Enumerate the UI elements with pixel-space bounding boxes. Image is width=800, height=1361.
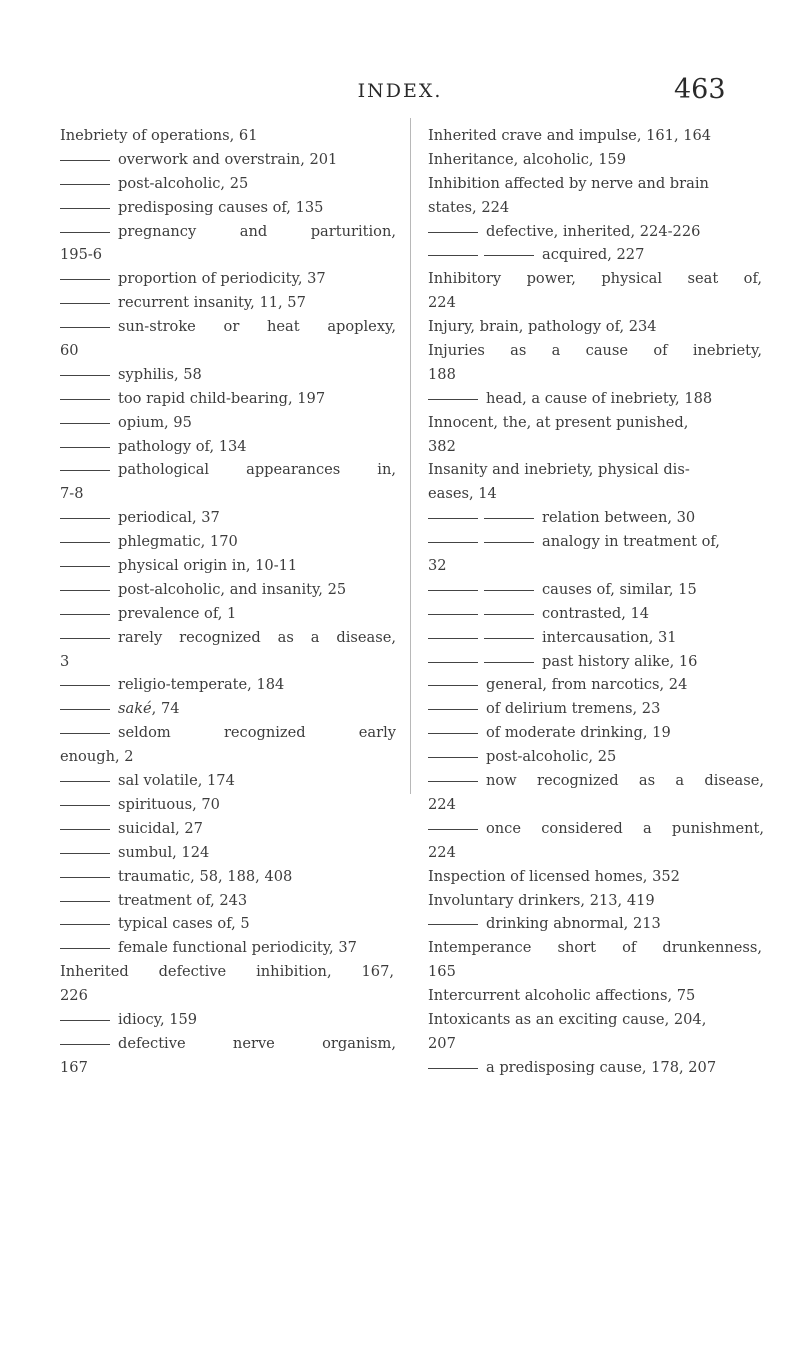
index-continuation (60, 1056, 396, 1080)
index-text: 224 (428, 294, 456, 312)
index-text: 7-8 (60, 485, 84, 503)
ditto-dash (60, 781, 110, 782)
index-text: post-alcoholic, 25 (486, 748, 617, 766)
index-subentry (428, 530, 762, 554)
index-subentry (428, 220, 762, 244)
ditto-dash (60, 160, 110, 161)
ditto-dash (428, 255, 478, 256)
index-continuation (428, 291, 762, 315)
index-subentry (60, 196, 396, 220)
index-text: defective, inherited, 224-226 (486, 222, 701, 240)
index-continuation (60, 745, 396, 769)
page-title: INDEX. (357, 80, 443, 102)
index-text: Injuries as a cause of inebriety, (428, 342, 762, 360)
index-text: sal volatile, 174 (118, 772, 235, 790)
index-text: sun-stroke or heat apoplexy, (118, 318, 396, 336)
index-subentry (428, 243, 762, 267)
index-entry (428, 148, 762, 172)
index-continuation (428, 363, 762, 387)
index-text: 32 (428, 557, 447, 575)
ditto-dash (60, 948, 110, 949)
index-text: Intercurrent alcoholic affections, 75 (428, 987, 696, 1005)
index-text: Inherited crave and impulse, 161, 164 (428, 127, 712, 144)
index-text: Innocent, the, at present punished, (428, 413, 689, 431)
index-subentry (428, 578, 762, 602)
ditto-dash (484, 255, 534, 256)
ditto-dash (60, 877, 110, 878)
index-text: syphilis, 58 (118, 365, 202, 383)
index-entry (428, 411, 762, 435)
index-text: intercausation, 31 (542, 628, 677, 646)
ditto-dash (60, 447, 110, 448)
index-subentry (60, 817, 396, 841)
index-text: eases, 14 (428, 485, 497, 503)
index-subentry (60, 602, 396, 626)
index-text: 226 (60, 987, 88, 1005)
index-text: defective nerve organism, (118, 1034, 396, 1052)
ditto-dash (428, 924, 478, 925)
index-subentry (60, 267, 396, 291)
index-text: 382 (428, 437, 456, 455)
ditto-dash (428, 518, 478, 519)
ditto-dash (60, 590, 110, 591)
index-text: traumatic, 58, 188, 408 (118, 867, 293, 885)
index-subentry (60, 1032, 396, 1056)
index-text: relation between, 30 (542, 509, 696, 527)
index-continuation (60, 339, 396, 363)
index-text: religio-temperate, 184 (118, 676, 285, 694)
ditto-dash (60, 303, 110, 304)
index-column-left (60, 124, 396, 1080)
index-text: 195-6 (60, 246, 103, 264)
index-continuation (60, 650, 396, 674)
index-text: 165 (428, 963, 456, 981)
index-subentry (60, 793, 396, 817)
index-subentry (60, 578, 396, 602)
index-subentry (60, 889, 396, 913)
index-text: drinking abnormal, 213 (486, 915, 661, 933)
ditto-dash (484, 662, 534, 663)
index-text: recurrent insanity, 11, 57 (118, 294, 306, 312)
index-subentry (60, 506, 396, 530)
index-text: Inhibitory power, physical seat of, (428, 270, 762, 288)
index-text: overwork and overstrain, 201 (118, 150, 338, 168)
ditto-dash (60, 566, 110, 567)
index-text: 167 (60, 1058, 88, 1076)
index-entry (60, 960, 396, 984)
ditto-dash (60, 542, 110, 543)
index-subentry (428, 745, 762, 769)
index-continuation (428, 841, 762, 865)
index-continuation (60, 482, 396, 506)
index-entry (60, 124, 396, 148)
index-subentry (428, 697, 762, 721)
index-subentry (60, 363, 396, 387)
index-subentry (428, 769, 762, 793)
index-continuation (60, 243, 396, 267)
index-text: opium, 95 (118, 413, 192, 431)
index-text: post-alcoholic, and insanity, 25 (118, 580, 347, 598)
index-subentry (60, 769, 396, 793)
index-text: treatment of, 243 (118, 891, 248, 909)
ditto-dash (60, 853, 110, 854)
ditto-dash (60, 232, 110, 233)
ditto-dash (60, 399, 110, 400)
index-text: Intemperance short of drunkenness, (428, 939, 762, 957)
ditto-dash (428, 399, 478, 400)
index-subentry (60, 1008, 396, 1032)
ditto-dash (428, 709, 478, 710)
index-subentry (60, 411, 396, 435)
ditto-dash (428, 1068, 478, 1069)
index-text: Inherited defective inhibition, 167, (60, 963, 394, 981)
ditto-dash (60, 184, 110, 185)
index-subentry (60, 721, 396, 745)
ditto-dash (428, 614, 478, 615)
index-continuation (428, 196, 762, 220)
index-text: Inheritance, alcoholic, 159 (428, 150, 627, 168)
index-text: Injury, brain, pathology of, 234 (428, 318, 657, 336)
ditto-dash (60, 614, 110, 615)
index-subentry (428, 721, 762, 745)
index-entry (428, 936, 762, 960)
index-subentry (428, 602, 762, 626)
index-text: analogy in treatment of, (542, 533, 720, 551)
index-text: rarely recognized as a disease, (118, 628, 396, 646)
index-continuation (428, 960, 762, 984)
index-text: saké, 74 (118, 700, 180, 718)
ditto-dash (60, 733, 110, 734)
index-text: of delirium tremens, 23 (486, 700, 661, 718)
index-subentry (428, 506, 762, 530)
ditto-dash (484, 638, 534, 639)
index-text: seldom recognized early (118, 724, 396, 742)
ditto-dash (60, 327, 110, 328)
ditto-dash (60, 423, 110, 424)
index-text: now recognized as a disease, (486, 772, 764, 790)
index-text: states, 224 (428, 198, 510, 216)
ditto-dash (60, 638, 110, 639)
index-subentry (60, 841, 396, 865)
ditto-dash (60, 805, 110, 806)
ditto-dash (60, 685, 110, 686)
ditto-dash (60, 901, 110, 902)
index-continuation (428, 482, 762, 506)
index-text: 224 (428, 795, 456, 813)
index-subentry (60, 530, 396, 554)
index-continuation (428, 554, 762, 578)
index-subentry (60, 865, 396, 889)
index-continuation (428, 1032, 762, 1056)
index-text: pathological appearances in, (118, 461, 396, 479)
index-subentry (60, 458, 396, 482)
ditto-dash (484, 614, 534, 615)
index-entry (428, 984, 762, 1008)
ditto-dash (60, 470, 110, 471)
ditto-dash (60, 1020, 110, 1021)
index-entry (428, 339, 762, 363)
ditto-dash (428, 232, 478, 233)
index-subentry (60, 172, 396, 196)
index-text: acquired, 227 (542, 246, 645, 264)
index-text: a predisposing cause, 178, 207 (486, 1058, 717, 1076)
index-text: pathology of, 134 (118, 437, 247, 455)
index-subentry (428, 387, 762, 411)
index-text: female functional periodicity, 37 (118, 939, 357, 957)
index-subentry (428, 817, 762, 841)
index-subentry (60, 435, 396, 459)
index-text: 60 (60, 342, 79, 360)
ditto-dash (428, 662, 478, 663)
index-text: Inspection of licensed homes, 352 (428, 867, 680, 885)
index-subentry (428, 912, 762, 936)
index-subentry (60, 697, 396, 721)
ditto-dash (60, 924, 110, 925)
index-entry (428, 267, 762, 291)
index-text: 3 (60, 652, 70, 670)
ditto-dash (428, 542, 478, 543)
index-entry (428, 1008, 762, 1032)
index-text: idiocy, 159 (118, 1010, 198, 1028)
index-text: contrasted, 14 (542, 604, 650, 622)
ditto-dash (484, 518, 534, 519)
index-text: typical cases of, 5 (118, 915, 250, 933)
index-subentry (428, 1056, 762, 1080)
index-subentry (60, 148, 396, 172)
index-text: prevalence of, 1 (118, 604, 237, 622)
ditto-dash (428, 733, 478, 734)
index-text: periodical, 37 (118, 509, 220, 527)
index-entry (428, 124, 762, 148)
index-text: head, a cause of inebriety, 188 (486, 389, 713, 407)
ditto-dash (60, 375, 110, 376)
ditto-dash (428, 781, 478, 782)
index-continuation (428, 435, 762, 459)
index-text: once considered a punishment, (486, 819, 764, 837)
index-text: spirituous, 70 (118, 795, 220, 813)
index-entry (428, 865, 762, 889)
ditto-dash (60, 709, 110, 710)
index-text: physical origin in, 10-11 (118, 557, 298, 575)
column-divider (410, 118, 411, 794)
index-text: pregnancy and parturition, (118, 222, 396, 240)
index-text: Inebriety of operations, 61 (60, 127, 258, 144)
ditto-dash (60, 208, 110, 209)
index-subentry (60, 315, 396, 339)
index-text: post-alcoholic, 25 (118, 174, 249, 192)
index-continuation (428, 793, 762, 817)
index-subentry (428, 650, 762, 674)
index-text: general, from narcotics, 24 (486, 676, 688, 694)
index-text: proportion of periodicity, 37 (118, 270, 326, 288)
index-text: 188 (428, 365, 456, 383)
index-subentry (60, 291, 396, 315)
ditto-dash (60, 829, 110, 830)
index-text: causes of, similar, 15 (542, 580, 697, 598)
index-entry (428, 315, 762, 339)
index-text: suicidal, 27 (118, 819, 203, 837)
index-subentry (60, 626, 396, 650)
index-subentry (60, 912, 396, 936)
index-subentry (60, 220, 396, 244)
ditto-dash (428, 829, 478, 830)
index-text: Intoxicants as an exciting cause, 204, (428, 1010, 707, 1028)
index-continuation (60, 984, 396, 1008)
ditto-dash (484, 590, 534, 591)
index-text: predisposing causes of, 135 (118, 198, 324, 216)
ditto-dash (428, 590, 478, 591)
index-text: 224 (428, 843, 456, 861)
ditto-dash (60, 518, 110, 519)
index-subentry (428, 673, 762, 697)
index-entry (428, 889, 762, 913)
index-subentry (60, 673, 396, 697)
index-entry (428, 458, 762, 482)
ditto-dash (60, 1044, 110, 1045)
index-text: Involuntary drinkers, 213, 419 (428, 891, 655, 909)
index-text: of moderate drinking, 19 (486, 724, 671, 742)
index-text: sumbul, 124 (118, 843, 210, 861)
index-subentry (60, 387, 396, 411)
ditto-dash (428, 685, 478, 686)
page-number: 463 (674, 74, 726, 105)
ditto-dash (60, 279, 110, 280)
index-text: too rapid child-bearing, 197 (118, 389, 326, 407)
ditto-dash (484, 542, 534, 543)
index-text: 207 (428, 1034, 456, 1052)
index-text: enough, 2 (60, 748, 134, 766)
page-header (0, 72, 800, 112)
index-entry (428, 172, 762, 196)
ditto-dash (428, 638, 478, 639)
index-text: Inhibition affected by nerve and brain (428, 174, 709, 192)
index-column-right (428, 124, 762, 1080)
index-text: phlegmatic, 170 (118, 533, 238, 551)
index-text: Insanity and inebriety, physical dis- (428, 461, 690, 479)
index-subentry (60, 936, 396, 960)
index-subentry (428, 626, 762, 650)
index-subentry (60, 554, 396, 578)
ditto-dash (428, 757, 478, 758)
index-text: past history alike, 16 (542, 652, 698, 670)
